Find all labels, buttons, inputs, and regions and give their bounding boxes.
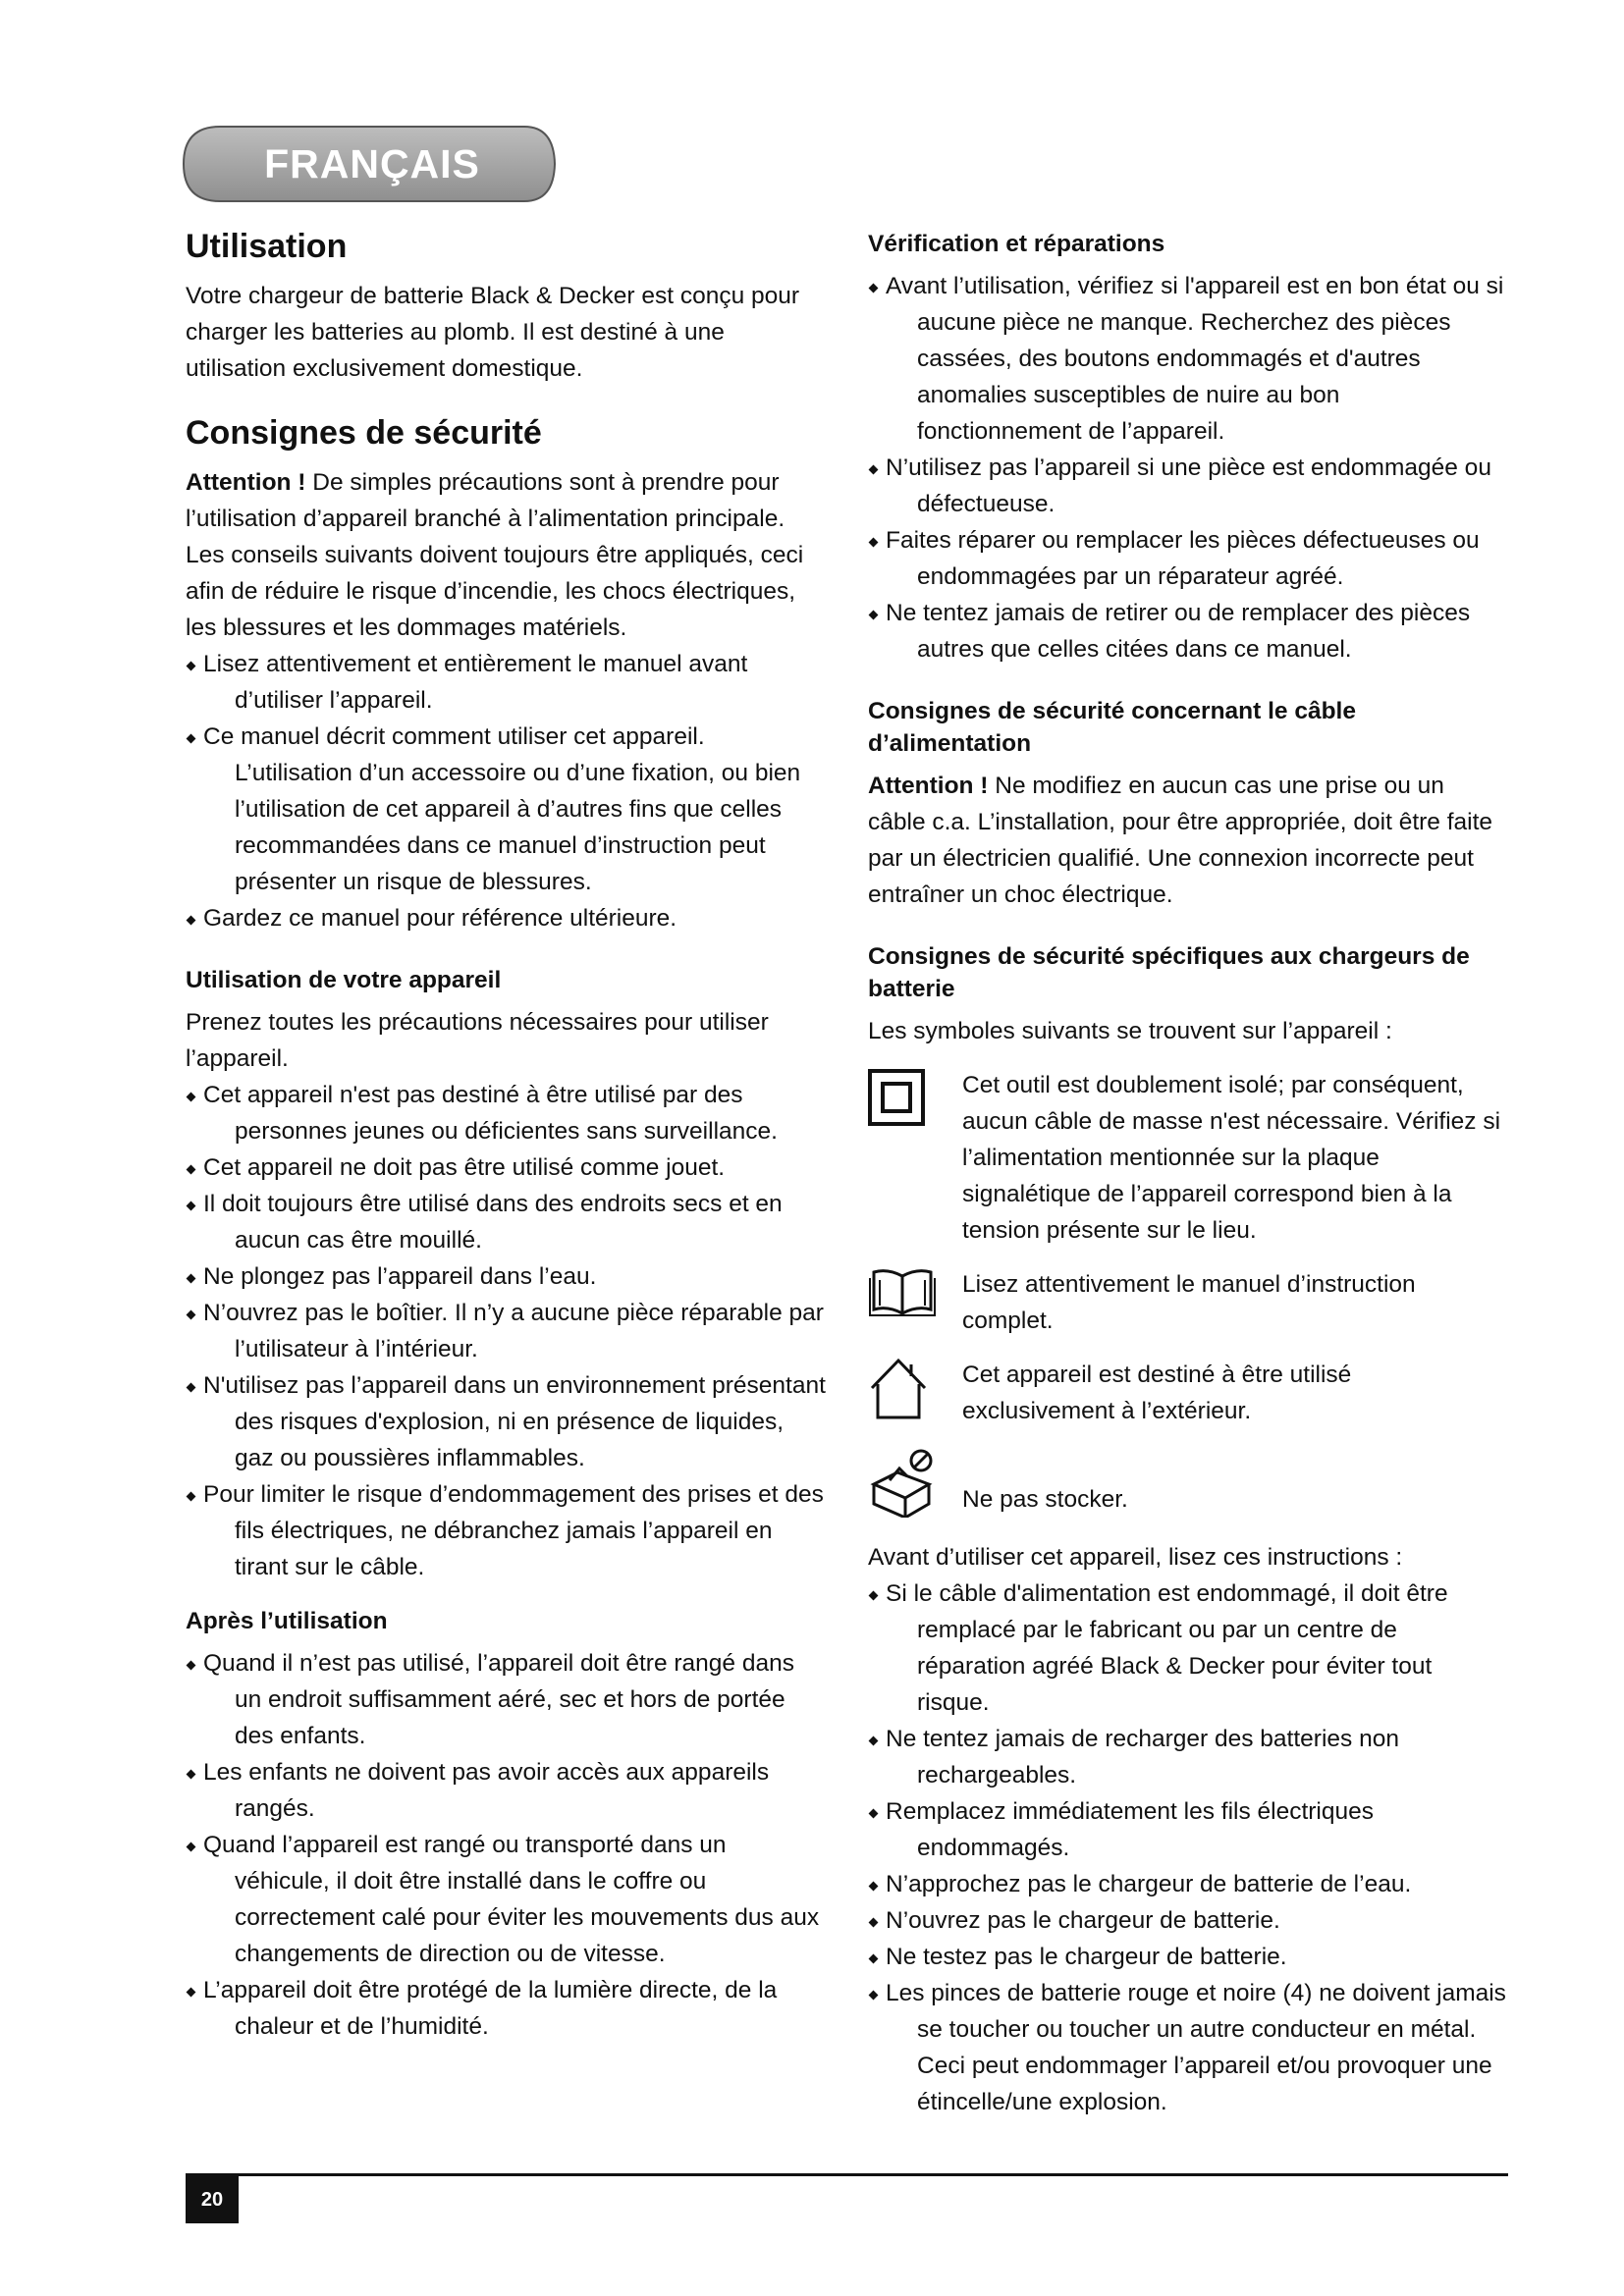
charger-heading: Consignes de sécurité spécifiques aux chargeurs de batterie <box>868 943 1470 1003</box>
list-item: Les pinces de batterie rouge et noire (4) ne doivent jamais se toucher ou toucher un autre conducteur en métal. Ceci peut endommager l’appareil et/ou provoquer une étincelle/une explosion. <box>868 1975 1508 2120</box>
symbol-text: Cet outil est doublement isolé; par conséquent, aucun câble de masse n'est nécessaire. Vérifiez si l’alimentation mentionnée sur la plaque signalétique de l’appareil correspond bien à la tension présente sur le lieu. <box>962 1072 1501 1245</box>
after-use-list <box>186 1645 826 2045</box>
page-number: 20 <box>186 2176 239 2223</box>
list-item: Quand il n’est pas utilisé, l’appareil doit être rangé dans un endroit suffisamment aéré, sec et hors de portée des enfants. <box>186 1645 826 1754</box>
list-item: Lisez attentivement et entièrement le manuel avant d’utiliser l’appareil. <box>186 646 826 719</box>
list-item: Avant l’utilisation, vérifiez si l'appareil est en bon état ou si aucune pièce ne manque. Recherchez des pièces cassées, des boutons endommagés et d'autres anomalies susceptibles de nuire au bon fonctionnement de l’appareil. <box>868 268 1508 450</box>
safety-section <box>186 414 826 936</box>
use-paragraph: Prenez toutes les précautions nécessaires pour utiliser l’appareil. <box>186 1009 769 1073</box>
cable-paragraph-text: Ne modifiez en aucun cas une prise ou un câble c.a. L’installation, pour être appropriée, doit être faite par un électricien qualifié. Une connexion incorrecte peut entraîner un choc électrique. <box>868 773 1493 909</box>
list-item: Ne tentez jamais de retirer ou de remplacer des pièces autres que celles citées dans ce manuel. <box>868 595 1508 667</box>
list-item: Gardez ce manuel pour référence ultérieure. <box>186 900 826 936</box>
list-item: N’ouvrez pas le boîtier. Il n’y a aucune pièce réparable par l’utilisateur à l’intérieur. <box>186 1295 826 1367</box>
symbol-no-storage <box>868 1447 1508 1518</box>
list-item: Cet appareil n'est pas destiné à être utilisé par des personnes jeunes ou déficientes sans surveillance. <box>186 1077 826 1149</box>
usage-paragraph: Votre chargeur de batterie Black & Decker est conçu pour charger les batteries au plomb. Il est destiné à une utilisation exclusivement domestique. <box>186 283 800 383</box>
left-column <box>186 228 826 2064</box>
after-use-section <box>186 1605 826 2045</box>
safety-paragraph <box>186 464 826 646</box>
use-section <box>186 964 826 1585</box>
cable-attention-label: Attention ! <box>868 773 989 800</box>
language-tab <box>181 124 558 204</box>
cable-heading: Consignes de sécurité concernant le câble d’alimentation <box>868 698 1356 758</box>
list-item: Remplacez immédiatement les fils électriques endommagés. <box>868 1793 1508 1866</box>
symbol-text: Ne pas stocker. <box>962 1486 1128 1514</box>
double-insulation-icon <box>868 1067 962 1126</box>
safety-attention-label: Attention ! <box>186 469 306 497</box>
use-heading: Utilisation de votre appareil <box>186 967 502 994</box>
charger-section <box>868 940 1508 2120</box>
list-item: Ne tentez jamais de recharger des batteries non rechargeables. <box>868 1721 1508 1793</box>
footer-rule <box>186 2173 1508 2176</box>
safety-list <box>186 646 826 936</box>
right-column <box>868 228 1508 2140</box>
list-item: Les enfants ne doivent pas avoir accès aux appareils rangés. <box>186 1754 826 1827</box>
language-label: FRANÇAIS <box>264 140 480 187</box>
use-list <box>186 1077 826 1585</box>
list-item: Quand l’appareil est rangé ou transporté dans un véhicule, il doit être installé dans le coffre ou correctement calé pour éviter les mouvements dus aux changements de direction ou de vitesse. <box>186 1827 826 1972</box>
no-storage-icon <box>868 1447 962 1518</box>
symbol-read-manual <box>868 1266 1508 1339</box>
list-item: N'utilisez pas l’appareil dans un environnement présentant des risques d'explosion, ni en présence de liquides, gaz ou poussières inflammables. <box>186 1367 826 1476</box>
before-use-list <box>868 1575 1508 2120</box>
list-item: N’utilisez pas l’appareil si une pièce est endommagée ou défectueuse. <box>868 450 1508 522</box>
cable-section <box>868 695 1508 913</box>
cable-paragraph <box>868 768 1508 913</box>
list-item: N’ouvrez pas le chargeur de batterie. <box>868 1902 1508 1939</box>
symbol-outdoor-use <box>868 1357 1508 1429</box>
safety-paragraph-text: De simples précautions sont à prendre pour l’utilisation d’appareil branché à l’alimentation principale. Les conseils suivants doivent toujours être appliqués, ceci afin de réduire le risque d’incendie, les chocs électriques, les blessures et les dommages matériels. <box>186 469 804 642</box>
list-item: Ne testez pas le chargeur de batterie. <box>868 1939 1508 1975</box>
before-use-intro: Avant d’utiliser cet appareil, lisez ces instructions : <box>868 1544 1403 1572</box>
list-item: Cet appareil ne doit pas être utilisé comme jouet. <box>186 1149 826 1186</box>
verification-section <box>868 228 1508 667</box>
symbol-text: Cet appareil est destiné à être utilisé exclusivement à l’extérieur. <box>962 1362 1352 1425</box>
list-item: N’approchez pas le chargeur de batterie de l’eau. <box>868 1866 1508 1902</box>
after-use-heading: Après l’utilisation <box>186 1608 388 1635</box>
verification-heading: Vérification et réparations <box>868 231 1165 257</box>
list-item: L’appareil doit être protégé de la lumière directe, de la chaleur et de l’humidité. <box>186 1972 826 2045</box>
safety-heading: Consignes de sécurité <box>186 414 542 453</box>
usage-heading: Utilisation <box>186 228 348 265</box>
list-item: Il doit toujours être utilisé dans des endroits secs et en aucun cas être mouillé. <box>186 1186 826 1258</box>
list-item: Faites réparer ou remplacer les pièces défectueuses ou endommagées par un réparateur agréé. <box>868 522 1508 595</box>
usage-section <box>186 228 826 387</box>
list-item: Ce manuel décrit comment utiliser cet appareil. L’utilisation d’un accessoire ou d’une fixation, ou bien l’utilisation de cet appareil à d’autres fins que celles recommandées dans ce manuel d’instruction peut présenter un risque de blessures. <box>186 719 826 900</box>
symbol-text: Lisez attentivement le manuel d’instruction complet. <box>962 1271 1416 1335</box>
list-item: Si le câble d'alimentation est endommagé, il doit être remplacé par le fabricant ou par un centre de réparation agréé Black & Decker pour éviter tout risque. <box>868 1575 1508 1721</box>
list-item: Ne plongez pas l’appareil dans l’eau. <box>186 1258 826 1295</box>
symbol-double-insulation <box>868 1067 1508 1249</box>
verification-list <box>868 268 1508 667</box>
charger-intro: Les symboles suivants se trouvent sur l’appareil : <box>868 1018 1392 1045</box>
list-item: Pour limiter le risque d’endommagement des prises et des fils électriques, ne débranchez jamais l’appareil en tirant sur le câble. <box>186 1476 826 1585</box>
book-icon <box>868 1266 962 1317</box>
house-icon <box>868 1357 962 1421</box>
